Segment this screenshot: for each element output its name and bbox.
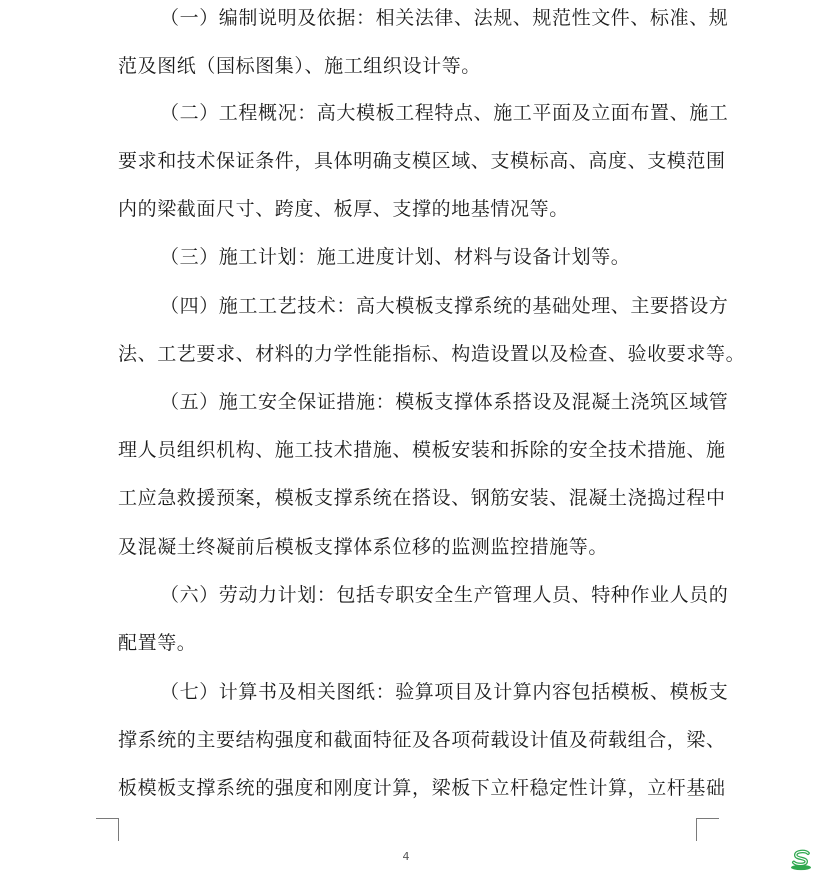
paragraph-5-line-3: 工应急救援预案，模板支撑系统在搭设、钢筋安装、混凝土浇捣过程中 — [118, 487, 726, 509]
paragraph-6-line-1: （六）劳动力计划：包括专职安全生产管理人员、特种作业人员的 — [160, 584, 729, 606]
wps-s-logo-icon[interactable] — [789, 849, 813, 871]
paragraph-2-line-3: 内的梁截面尺寸、跨度、板厚、支撑的地基情况等。 — [118, 198, 569, 220]
paragraph-6-line-2: 配置等。 — [118, 632, 197, 654]
paragraph-7-line-1: （七）计算书及相关图纸：验算项目及计算内容包括模板、模板支 — [160, 681, 729, 703]
paragraph-7-line-2: 撑系统的主要结构强度和截面特征及各项荷载设计值及荷载组合，梁、 — [118, 729, 726, 751]
paragraph-1-line-2: 范及图纸（国标图集）、施工组织设计等。 — [118, 55, 481, 77]
paragraph-7-line-3: 板模板支撑系统的强度和刚度计算，梁板下立杆稳定性计算，立杆基础 — [118, 777, 726, 799]
paragraph-5-line-2: 理人员组织机构、施工技术措施、模板安装和拆除的安全技术措施、施 — [118, 439, 726, 461]
paragraph-5-line-1: （五）施工安全保证措施：模板支撑体系搭设及混凝土浇筑区域管 — [160, 391, 729, 413]
paragraph-3-line-1: （三）施工计划：施工进度计划、材料与设备计划等。 — [160, 246, 631, 268]
paragraph-5-line-4: 及混凝土终凝前后模板支撑体系位移的监测监控措施等。 — [118, 536, 609, 558]
paragraph-4-line-1: （四）施工工艺技术：高大模板支撑系统的基础处理、主要搭设方 — [160, 295, 729, 317]
paragraph-2-line-1: （二）工程概况：高大模板工程特点、施工平面及立面布置、施工 — [160, 102, 729, 124]
paragraph-1-line-1: （一）编制说明及依据：相关法律、法规、规范性文件、标准、规 — [160, 7, 729, 29]
page-number: 4 — [402, 850, 410, 863]
margin-corner-mark-right — [696, 818, 719, 841]
paragraph-4-line-2: 法、工艺要求、材料的力学性能指标、构造设置以及检查、验收要求等。 — [118, 343, 746, 365]
paragraph-2-line-2: 要求和技术保证条件，具体明确支模区域、支模标高、高度、支模范围 — [118, 150, 726, 172]
margin-corner-mark-left — [96, 818, 119, 841]
